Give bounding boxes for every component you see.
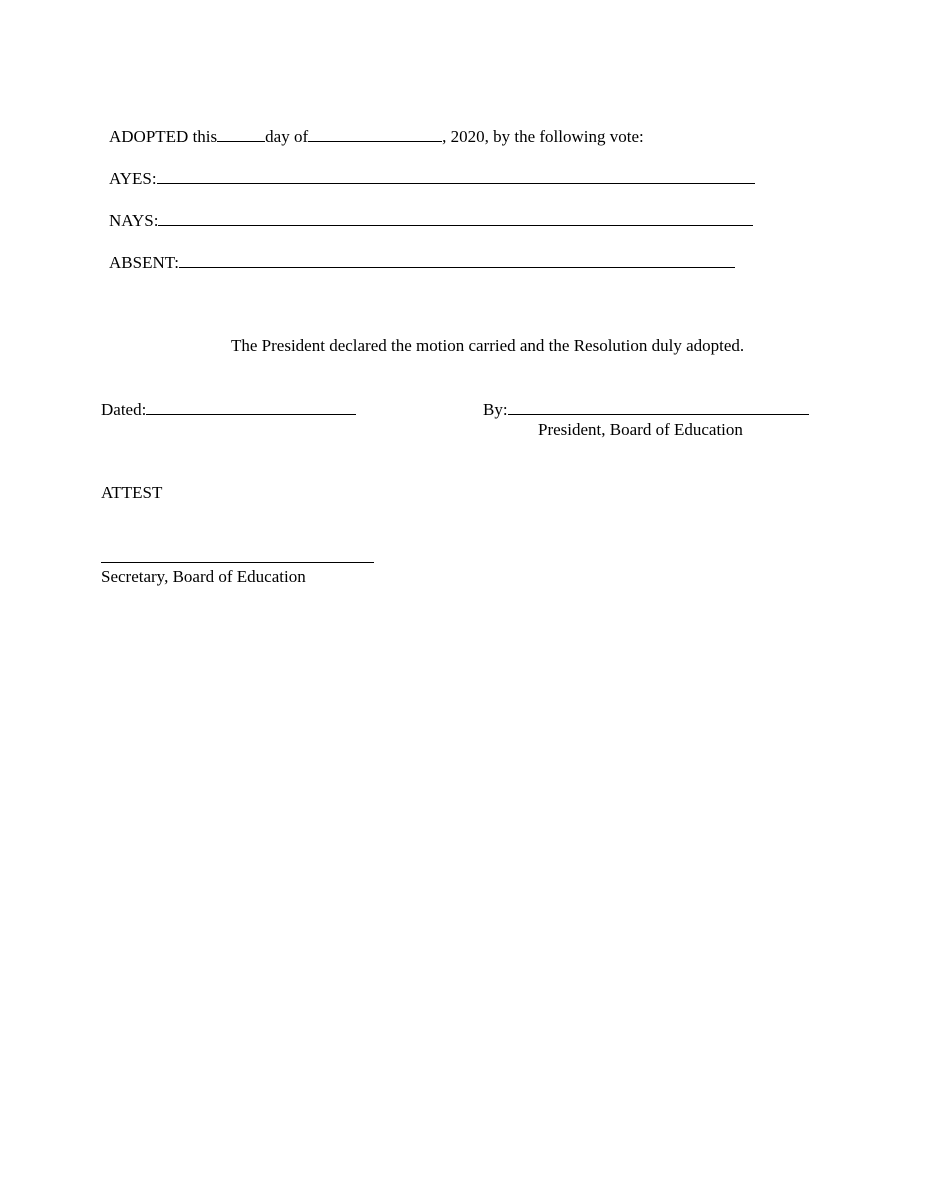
ayes-label: AYES: [109,169,157,188]
day-of-label: day of [265,127,309,146]
absent-label: ABSENT: [109,253,179,272]
adopted-line [109,126,644,147]
by-line [483,399,809,420]
nays-blank[interactable] [158,210,753,226]
absent-line [109,252,735,273]
president-signature-blank[interactable] [508,399,809,415]
by-label: By: [483,400,508,419]
nays-label: NAYS: [109,211,159,230]
ayes-blank[interactable] [157,168,755,184]
dated-blank[interactable] [146,399,356,415]
day-blank[interactable] [217,126,265,142]
adopted-prefix: ADOPTED this [109,127,218,146]
nays-line [109,210,753,231]
year-suffix: , 2020, by the following vote: [442,127,644,146]
absent-blank[interactable] [179,252,735,268]
secretary-signature-blank[interactable] [101,562,374,563]
attest-label: ATTEST [101,483,163,502]
dated-line [101,399,356,420]
ayes-line [109,168,755,189]
secretary-title: Secretary, Board of Education [101,567,306,586]
month-blank[interactable] [308,126,442,142]
declaration-text: The President declared the motion carried and the Resolution duly adopted. [231,336,745,355]
president-title: President, Board of Education [538,420,743,439]
dated-label: Dated: [101,400,147,419]
